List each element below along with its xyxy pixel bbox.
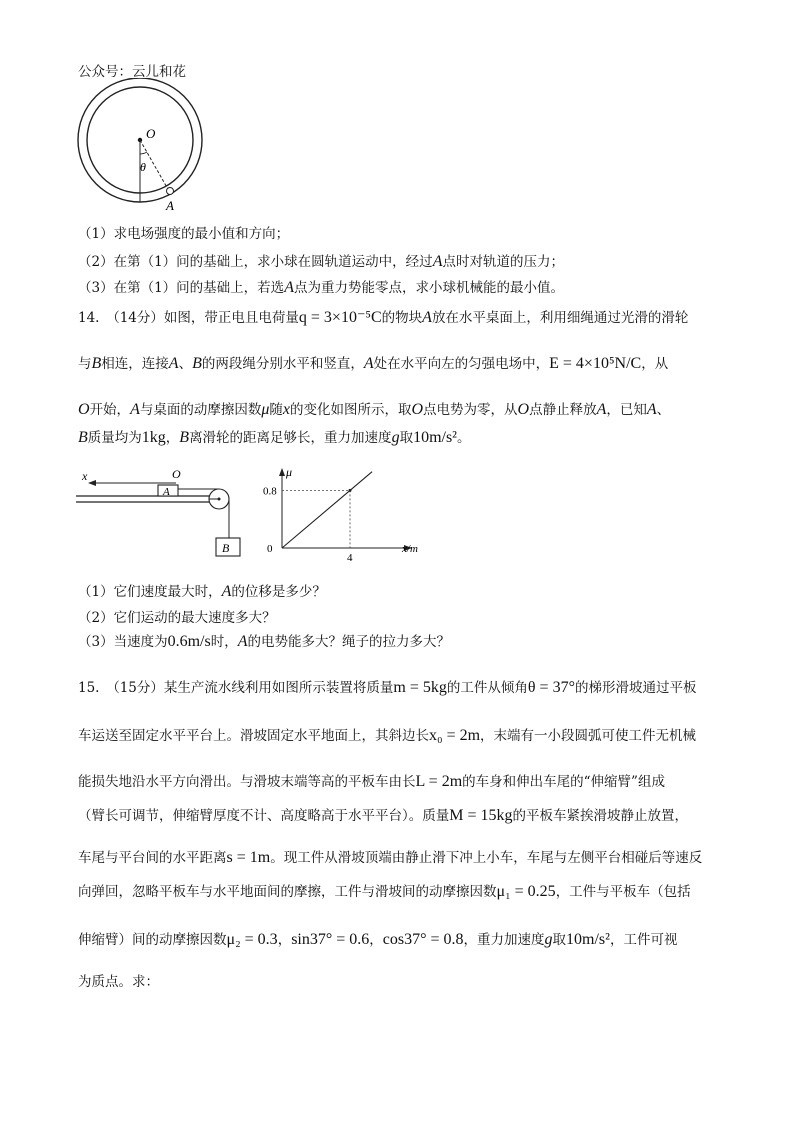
label-B-fig: B (222, 541, 230, 555)
ball-A (167, 188, 174, 195)
q14-sub2: （2）它们运动的最大速度多大？ (78, 610, 276, 626)
y-tick-label: 0.8 (263, 485, 277, 498)
label-O: O (146, 126, 156, 141)
q13-part1: （1）求电场强度的最小值和方向； (78, 226, 290, 242)
q15-line2: 车运送至固定水平平台上。滑坡固定水平地面上，其斜边长x₀ = 2m，末端有一小段圆弧可使工件无机械 (78, 727, 697, 744)
q13-part3: （3）在第（1）问的基础上，若选A点为重力势能零点，求小球机械能的最小值。 (78, 279, 564, 296)
q14-line4: B质量均为1kg，B离滑轮的距离足够长，重力加速度g取10m/s²。 (78, 429, 471, 446)
y-axis-label: μ (286, 465, 293, 479)
q15-line1: 15. （15分）某生产流水线利用如图所示装置将质量m = 5kg的工件从倾角θ = 37°的梯形滑坡通过平板 (78, 679, 697, 696)
y-axis-arrow (279, 468, 285, 476)
label-A-fig: A (163, 486, 170, 498)
q15-line4: （臂长可调节，伸缩臂厚度不计、高度略高于水平平台）。质量M = 15kg的平板车紧挨滑坡静止放置， (78, 807, 688, 824)
x-tick-label: 4 (347, 552, 353, 564)
q15-line6: 向弹回，忽略平板车与水平地面间的摩擦，工件与滑坡间的动摩擦因数μ₁ = 0.25，工件与平板车（包括 (78, 883, 691, 900)
data-point (349, 489, 352, 492)
q15-line8: 为质点。求： (78, 974, 159, 990)
x-axis-label: x/m (402, 543, 418, 555)
label-A: A (166, 198, 174, 212)
ring-track-figure (70, 78, 210, 212)
watermark: 公众号：云儿和花 (78, 64, 186, 80)
mu-x-chart (262, 464, 432, 564)
series-line (282, 472, 372, 548)
q14-line3: O开始，A与桌面的动摩擦因数μ随x的变化如图所示，取O点电势为零，从O点静止释放A，已知A、 (78, 401, 671, 418)
label-theta: θ (140, 160, 146, 174)
q14-line2: 与B相连，连接A、B的两段绳分别水平和竖直，A处在水平向左的匀强电场中，E = 4×10⁵N/C，从 (78, 355, 669, 372)
q15-line7: 伸缩臂）间的动摩擦因数μ₂ = 0.3，sin37° = 0.6，cos37° = 0.8，重力加速度g取10m/s²，工件可视 (78, 931, 678, 948)
q14-sub3: （3）当速度为0.6m/s时，A的电势能多大？绳子的拉力多大？ (78, 633, 450, 650)
q15-line3: 能损失地沿水平方向滑出。与滑坡末端等高的平板车由长L = 2m的车身和伸出车尾的“伸缩臂”组成 (78, 773, 665, 790)
label-x: x (82, 469, 88, 483)
origin-label: 0 (267, 543, 273, 555)
theta-arc (140, 152, 147, 154)
q14-sub1: （1）它们速度最大时，A的位移是多少？ (78, 583, 326, 600)
pulley-setup-figure (76, 466, 246, 566)
q14-line1: 14. （14分）如图，带正电且电荷量q = 3×10⁻⁵C的物块A放在水平桌面上，利用细绳通过光滑的滑轮 (78, 309, 689, 326)
q15-line5: 车尾与平台间的水平距离s = 1m。现工件从滑坡顶端由静止滑下冲上小车，车尾与左侧平台相碰后等速反 (78, 849, 703, 866)
x-arrow-head (88, 480, 96, 486)
q13-part2: （2）在第（1）问的基础上，求小球在圆轨道运动中，经过A点时对轨道的压力； (78, 253, 564, 270)
label-O-fig: O (172, 467, 181, 481)
